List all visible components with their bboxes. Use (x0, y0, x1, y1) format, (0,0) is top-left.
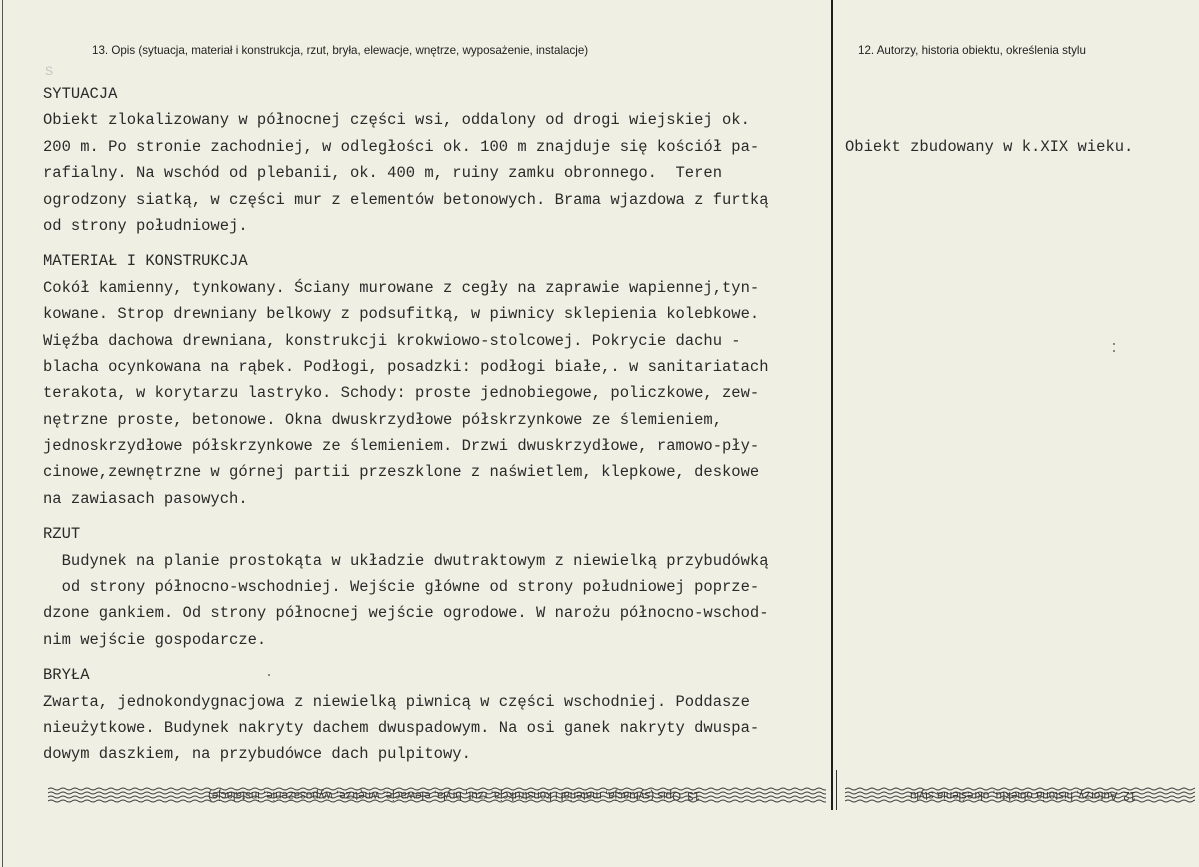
description-field-header: 13. Opis (sytuacja, materiał i konstrukcja, rzut, bryła, elewacje, wnętrze, wyposażenie, instalacje) (92, 44, 589, 57)
page-edge-line (2, 0, 3, 867)
section-text-line: nim wejście gospodarcze. (43, 630, 267, 649)
section-text-line: Więźba dachowa drewniana, konstrukcji krokwiowo-stolcowej. Pokrycie dachu - (43, 331, 741, 350)
section-text-line: nętrzne proste, betonowe. Okna dwuskrzydłowe półskrzynkowe ze ślemieniem, (43, 410, 723, 429)
section-text-line: Cokół kamienny, tynkowany. Ściany murowane z cegły na zaprawie wapiennej,tyn- (43, 278, 760, 297)
section-text-line: Zwarta, jednokondygnacjowa z niewielką piwnicą w części wschodniej. Poddasze (43, 692, 750, 711)
section-heading: BRYŁA (43, 666, 90, 685)
mirrored-footer-left (48, 785, 826, 807)
faint-stamp-mark: S (45, 64, 54, 78)
section-text-line: 200 m. Po stronie zachodniej, w odległości ok. 100 m znajduje się kościół pa- (43, 137, 760, 156)
section-text-line: kowane. Strop drewniany belkowy z podsufitką, w piwnicy sklepienia kolebkowe. (43, 305, 760, 324)
section-text-line: od strony południowej. (43, 216, 248, 235)
column-divider-footer (836, 770, 837, 810)
section-heading: MATERIAŁ I KONSTRUKCJA (43, 252, 248, 271)
section-text-line: dzone gankiem. Od strony północnej wejście ogrodowe. W narożu północno-wschod- (43, 604, 769, 623)
history-line: Obiekt zbudowany w k.XIX wieku. (845, 137, 1134, 156)
section-text-line: Obiekt zlokalizowany w północnej części wsi, oddalony od drogi wiejskiej ok. (43, 111, 750, 130)
speck (1113, 350, 1115, 352)
authors-field-header: 12. Autorzy, historia obiektu, określenia stylu (858, 44, 1086, 57)
section-heading: SYTUACJA (43, 85, 118, 103)
speck (268, 674, 270, 676)
section-text-line: terakota, w korytarzu lastryko. Schody: proste jednobiegowe, policzkowe, zew- (43, 384, 760, 403)
section-text-line: dowym daszkiem, na przybudówce dach pulpitowy. (43, 745, 471, 764)
section-text-line: cinowe,zewnętrzne w górnej partii przeszklone z naświetlem, klepkowe, deskowe (43, 463, 760, 482)
section-text-line: jednoskrzydłowe półskrzynkowe ze ślemieniem. Drzwi dwuskrzydłowe, ramowo-pły- (43, 437, 760, 456)
section-gap (43, 512, 838, 521)
history-text (845, 81, 1185, 187)
mirrored-footer-right (845, 785, 1195, 807)
section-text-line: ogrodzony siatką, w części mur z elementów betonowych. Brama wjazdowa z furtką (43, 190, 769, 209)
section-text-line: od strony północno-wschodniej. Wejście główne od strony południowej poprze- (43, 578, 760, 597)
section-text-line: nieużytkowe. Budynek nakryty dachem dwuspadowym. Na osi ganek nakryty dwuspa- (43, 718, 760, 737)
section-text-line: Budynek na planie prostokąta w układzie dwutraktowym z niewielką przybudówką (43, 551, 769, 570)
section-heading: RZUT (43, 525, 81, 544)
description-text (43, 81, 838, 768)
mirrored-header-right: 12. Autorzy, historia obiektu, określenia stylu (910, 789, 1137, 801)
section-gap (43, 239, 838, 248)
section-text-line: blacha ocynkowana na rąbek. Podłogi, posadzki: podłogi białe,. w sanitariatach (43, 357, 769, 376)
mirrored-header-left: 13. Opis (sytuacja, materiał i konstrukcja, rzut, bryła, elewacje, wnętrze, wyposażenie, instalacje) (208, 789, 701, 801)
speck (1113, 343, 1115, 345)
section-text-line: na zawiasach pasowych. (43, 489, 248, 508)
section-text-line: rafialny. Na wschód od plebanii, ok. 400 m, ruiny zamku obronnego. Teren (43, 164, 723, 183)
section-gap (43, 653, 838, 662)
